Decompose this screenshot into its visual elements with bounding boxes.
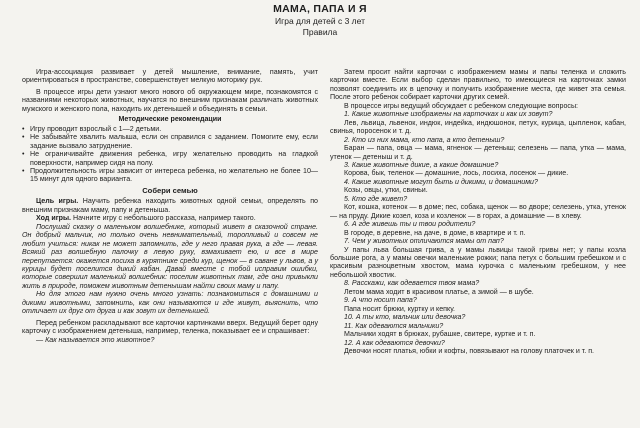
rules-heading: Правила [302, 27, 338, 37]
method-bullet: • Не ограничивайте движения ребенка, игру желательно проводить на гладкой поверхности, например сидя на полу. [22, 150, 318, 167]
story-paragraph-2: Но для этого нам нужно очень много узнать: познакомиться с домашними и дикими животными, запомнить, как они называются и где живут, выяснить, что отличает их друг от друга и как зовут их детенышей. [22, 290, 318, 316]
answer: Девочки носят платья, юбки и кофты, повязывают на голову платочек и т. п. [344, 346, 595, 355]
bullet-marker: • [22, 166, 25, 175]
question: 11. Как одеваются мальчики? [344, 321, 444, 330]
answer: Летом мама ходит в красивом платье, а зимой — в шубе. [344, 287, 534, 296]
method-bullet: • Продолжительность игры зависит от интереса ребенка, но желательно не более 10—15 минут для одного варианта. [22, 166, 318, 184]
bullet-marker: • [22, 124, 25, 133]
question: 4. Какие животные могут быть и дикими, и домашними? [344, 177, 538, 186]
question: 6. А где живешь ты и твои родители? [344, 220, 476, 229]
question: 5. Кто где живет? [344, 194, 408, 203]
question: 8. Расскажи, как одевается твоя мама? [344, 279, 480, 288]
answer: Баран — папа, овца — мама, ягненок — детеныш; селезень — папа, утка — мама, утенок — детеныш и т. д. [330, 144, 626, 161]
answer: Козы, овцы, утки, свиньи. [344, 186, 428, 195]
goal-paragraph [22, 197, 318, 214]
question: 12. А как одеваются девочки? [344, 338, 445, 347]
game-heading: Собери семью [142, 185, 198, 195]
course-text: Начните игру с небольшого рассказа, например такого. [73, 214, 256, 223]
left-column [22, 68, 318, 344]
question: 2. Кто из них мама, кто папа, а кто детеныш? [344, 135, 505, 144]
bullet-marker: • [22, 150, 25, 159]
first-question: — Как называется это животное? [36, 335, 155, 344]
intro-paragraph: Игра-ассоциация развивает у детей мышление, внимание, память, учит ориентироваться в пространстве, совершенствует мелкую моторику рук. [22, 68, 318, 85]
page-title: МАМА, ПАПА И Я [273, 3, 367, 15]
question: 3. Какие животные дикие, а какие домашние? [344, 160, 499, 169]
question: 7. Чем у животных отличаются мамы от пап? [344, 237, 504, 246]
answer: Корова, бык, теленок — домашние, лось, лосиха, лосенок — дикие. [344, 169, 569, 178]
goal-text: Научить ребенка находить животных одной семьи, определять по внешним признакам маму, папу и детеныша. [22, 197, 318, 214]
question: 9. А что носит папа? [344, 296, 417, 305]
goal-label: Цель игры. [36, 197, 79, 206]
answer: Кот, кошка, котенок — в доме; пес, собака, щенок — во дворе; селезень, утка, утенок — на пруду. Дикие козел, коза и козленок — в горах, а домашние — в хлеву. [330, 203, 626, 220]
answer: Лев, львица, львенок, индюк, индейка, индюшонок, петух, курица, цыпленок, кабан, свинья, поросенок и т. д. [330, 118, 626, 136]
page-subtitle: Игра для детей с 3 лет [275, 16, 365, 26]
right-column [330, 68, 626, 355]
question: 10. А ты кто, мальчик или девочка? [344, 313, 466, 322]
answer: Мальчики ходят в брюках, рубашке, свитере, куртке и т. п. [344, 330, 536, 339]
method-bullet: • Не забывайте хвалить малыша, если он справился с заданием. Помогите ему, если задание вызвало затруднение. [22, 133, 318, 150]
answer: В городе, в деревне, на даче, в доме, в квартире и т. п. [344, 228, 526, 237]
setup-paragraph: Перед ребенком раскладывают все карточки картинками вверх. Ведущий берет одну карточку с изображением детеныша, например, теленка, показывает ее и спрашивает: [22, 318, 318, 336]
question: 1. Какие животные изображены на карточках и как их зовут? [344, 110, 553, 119]
method-heading: Методические рекомендации [118, 115, 222, 124]
bullet-marker: • [22, 133, 25, 142]
answer: У папы льва большая грива, а у мамы львицы такой гривы нет; у папы козла большие рога, а у мамы овечки маленькие рожки; папа петух с большим гребешком и с красивым разноцветным хвостом, мама курочка с маленьким гребешком, у нее небольшой хвостик. [330, 245, 626, 279]
page-header [0, 3, 640, 38]
story-paragraph: Послушай сказку о маленьком волшебнике, который живет в сказочной стране. Он добрый мальчик, но только очень невнимательный, торопливый и совсем не любит учиться: никак не может запомнить, где у него правая рука, а где — левая. Всякий раз волшебную палочку в левую руку, взмахивает ею, и все в мире перепутается: окажется лосиха в курятнике среди кур, щенок — в саване у львов, а у курицы будет поселится дикий кабан. Давай вместе с тобой исправим ошибки, которые совершил маленький волшебник: поселим животных там, где они привыкли жить в природе, поможем животным детенышам найти своих маму и папу. [22, 222, 318, 290]
answer: Папа носит брюки, куртку и кепку. [344, 304, 456, 313]
method-bullet: • Игру проводит взрослый с 1—2 детьми. [22, 124, 162, 133]
course-paragraph [22, 214, 318, 222]
learning-paragraph: В процессе игры дети узнают много нового об окружающем мире, познакомятся с названиями некоторых животных, научатся по внешним признакам различать животных мужского и женского пола, находить их детенышей и объединять в семьи. [22, 87, 318, 113]
procedure-paragraph: Затем просит найти карточки с изображением мамы и папы теленка и сложить карточки вместе. Если выбор сделан правильно, то имеющиеся на карточках замки позволят соединить их в цепочку и получить изображение места, где живет эта семья. После этого ребенок собирает карточки других семей. [330, 68, 626, 102]
course-label: Ход игры. [36, 214, 72, 223]
questions-intro: В процессе игры ведущий обсуждает с ребенком следующие вопросы: [344, 101, 579, 110]
